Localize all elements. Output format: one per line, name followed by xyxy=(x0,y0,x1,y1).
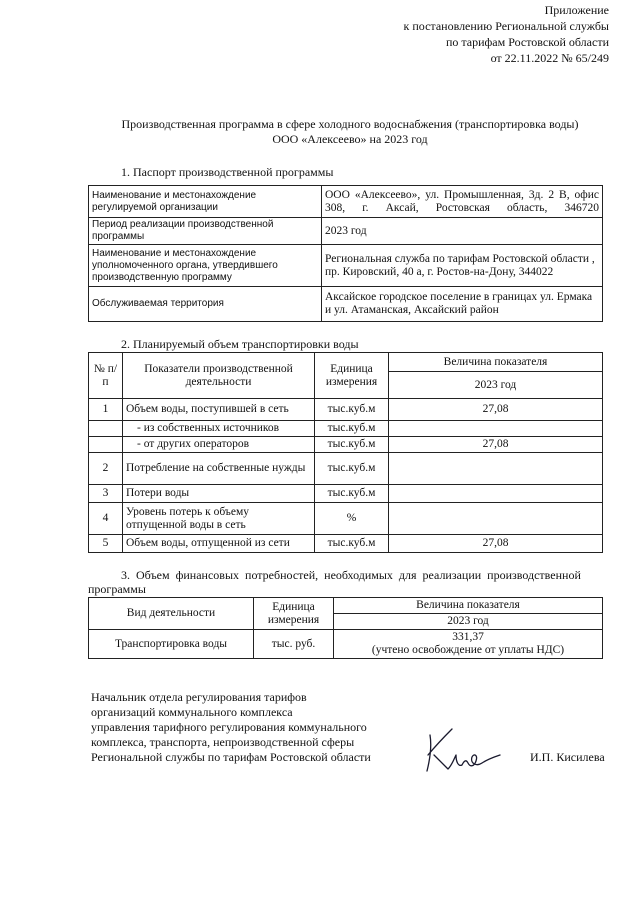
row-indicator: - из собственных источников xyxy=(123,421,315,437)
col-value-header: Величина показателя xyxy=(389,353,603,372)
row-num: 1 xyxy=(89,399,123,421)
table-header-row xyxy=(89,598,603,614)
passport-label: Обслуживаемая территория xyxy=(89,287,322,322)
position-line: организаций коммунального комплекса xyxy=(91,705,293,719)
row-num xyxy=(89,421,123,437)
signature-block xyxy=(91,690,371,765)
passport-value: ООО «Алексеево», ул. Промышленная, 3д. 2 В, офис 308, г. Аксай, Ростовская область, 346720 xyxy=(322,186,603,218)
table-row xyxy=(89,186,603,218)
document-title xyxy=(60,117,640,147)
row-value xyxy=(389,485,603,503)
passport-value: Аксайское городское поселение в границах ул. Ермака и ул. Атаманская, Аксайский район xyxy=(322,287,603,322)
col-unit-header: Единица измерения xyxy=(315,353,389,399)
section3-heading-line1: 3. Объем финансовых потребностей, необходимых для реализации производственной xyxy=(121,568,581,582)
signer-name: И.П. Кисилева xyxy=(530,750,605,764)
passport-value: 2023 год xyxy=(322,218,603,245)
row-indicator: Потребление на собственные нужды xyxy=(123,453,315,485)
row-activity: Транспортировка воды xyxy=(89,630,254,659)
table-row xyxy=(89,399,603,421)
row-unit: тыс.куб.м xyxy=(315,421,389,437)
row-value: 27,08 xyxy=(389,535,603,553)
volume-table xyxy=(88,352,603,553)
row-unit: % xyxy=(315,503,389,535)
row-indicator: Объем воды, поступившей в сеть xyxy=(123,399,315,421)
title-line-1: Производственная программа в сфере холодного водоснабжения (транспортировка воды) xyxy=(121,117,579,131)
appendix-line: по тарифам Ростовской области xyxy=(445,35,609,49)
section1-heading: 1. Паспорт производственной программы xyxy=(121,165,334,179)
passport-label: Наименование и местонахождение регулируемой организации xyxy=(89,186,322,218)
table-row xyxy=(89,218,603,245)
row-value xyxy=(389,503,603,535)
row-indicator: Объем воды, отпущенной из сети xyxy=(123,535,315,553)
row-value xyxy=(389,421,603,437)
row-note: (учтено освобождение от уплаты НДС) xyxy=(371,644,565,656)
position-line: управления тарифного регулирования коммунального xyxy=(91,720,367,734)
appendix-line: от 22.11.2022 № 65/249 xyxy=(490,51,609,65)
passport-label: Период реализации производственной программы xyxy=(89,218,322,245)
passport-value: Региональная служба по тарифам Ростовской области , пр. Кировский, 40 а, г. Ростов-на-Дону, 344022 xyxy=(322,245,603,287)
section3-heading-line2: программы xyxy=(88,582,146,596)
col-indicator-header: Показатели производственной деятельности xyxy=(123,353,315,399)
row-num xyxy=(89,437,123,453)
row-unit: тыс.куб.м xyxy=(315,399,389,421)
table-header-row xyxy=(89,353,603,372)
table-row xyxy=(89,453,603,485)
row-num: 4 xyxy=(89,503,123,535)
row-value: 27,08 xyxy=(389,437,603,453)
table-row xyxy=(89,535,603,553)
table-row xyxy=(89,437,603,453)
table-row xyxy=(89,485,603,503)
col-num-header: № п/п xyxy=(89,353,123,399)
table-row xyxy=(89,287,603,322)
appendix-header xyxy=(404,2,609,66)
appendix-line: к постановлению Региональной службы xyxy=(403,19,609,33)
passport-table xyxy=(88,185,603,322)
col-unit-header: Единица измерения xyxy=(254,598,334,630)
row-unit: тыс.куб.м xyxy=(315,485,389,503)
appendix-line: Приложение xyxy=(544,3,609,17)
table-row xyxy=(89,421,603,437)
row-unit: тыс.куб.м xyxy=(315,437,389,453)
row-value: 27,08 xyxy=(389,399,603,421)
finance-table xyxy=(88,597,603,659)
row-num: 2 xyxy=(89,453,123,485)
row-num: 5 xyxy=(89,535,123,553)
col-year-header: 2023 год xyxy=(389,372,603,399)
row-indicator: Потери воды xyxy=(123,485,315,503)
row-unit: тыс.куб.м xyxy=(315,453,389,485)
position-line: Региональной службы по тарифам Ростовской области xyxy=(91,750,371,764)
table-row xyxy=(89,630,603,659)
handwritten-signature xyxy=(418,725,508,780)
row-indicator: Уровень потерь к объему отпущенной воды в сеть xyxy=(123,503,315,535)
col-activity-header: Вид деятельности xyxy=(89,598,254,630)
section2-heading: 2. Планируемый объем транспортировки воды xyxy=(121,337,359,351)
col-value-header: Величина показателя xyxy=(334,598,603,614)
passport-label: Наименование и местонахождение уполномоченного органа, утвердившего производственную программу xyxy=(89,245,322,287)
title-line-2: ООО «Алексеево» на 2023 год xyxy=(272,132,428,146)
row-num: 3 xyxy=(89,485,123,503)
position-line: комплекса, транспорта, непроизводственной сферы xyxy=(91,735,355,749)
row-value xyxy=(389,453,603,485)
table-row xyxy=(89,245,603,287)
row-indicator: - от других операторов xyxy=(123,437,315,453)
table-row xyxy=(89,503,603,535)
row-unit: тыс. руб. xyxy=(254,630,334,659)
col-year-header: 2023 год xyxy=(334,614,603,630)
row-amount: 331,37 xyxy=(452,631,484,643)
position-line: Начальник отдела регулирования тарифов xyxy=(91,690,307,704)
row-unit: тыс.куб.м xyxy=(315,535,389,553)
row-value xyxy=(334,630,603,659)
